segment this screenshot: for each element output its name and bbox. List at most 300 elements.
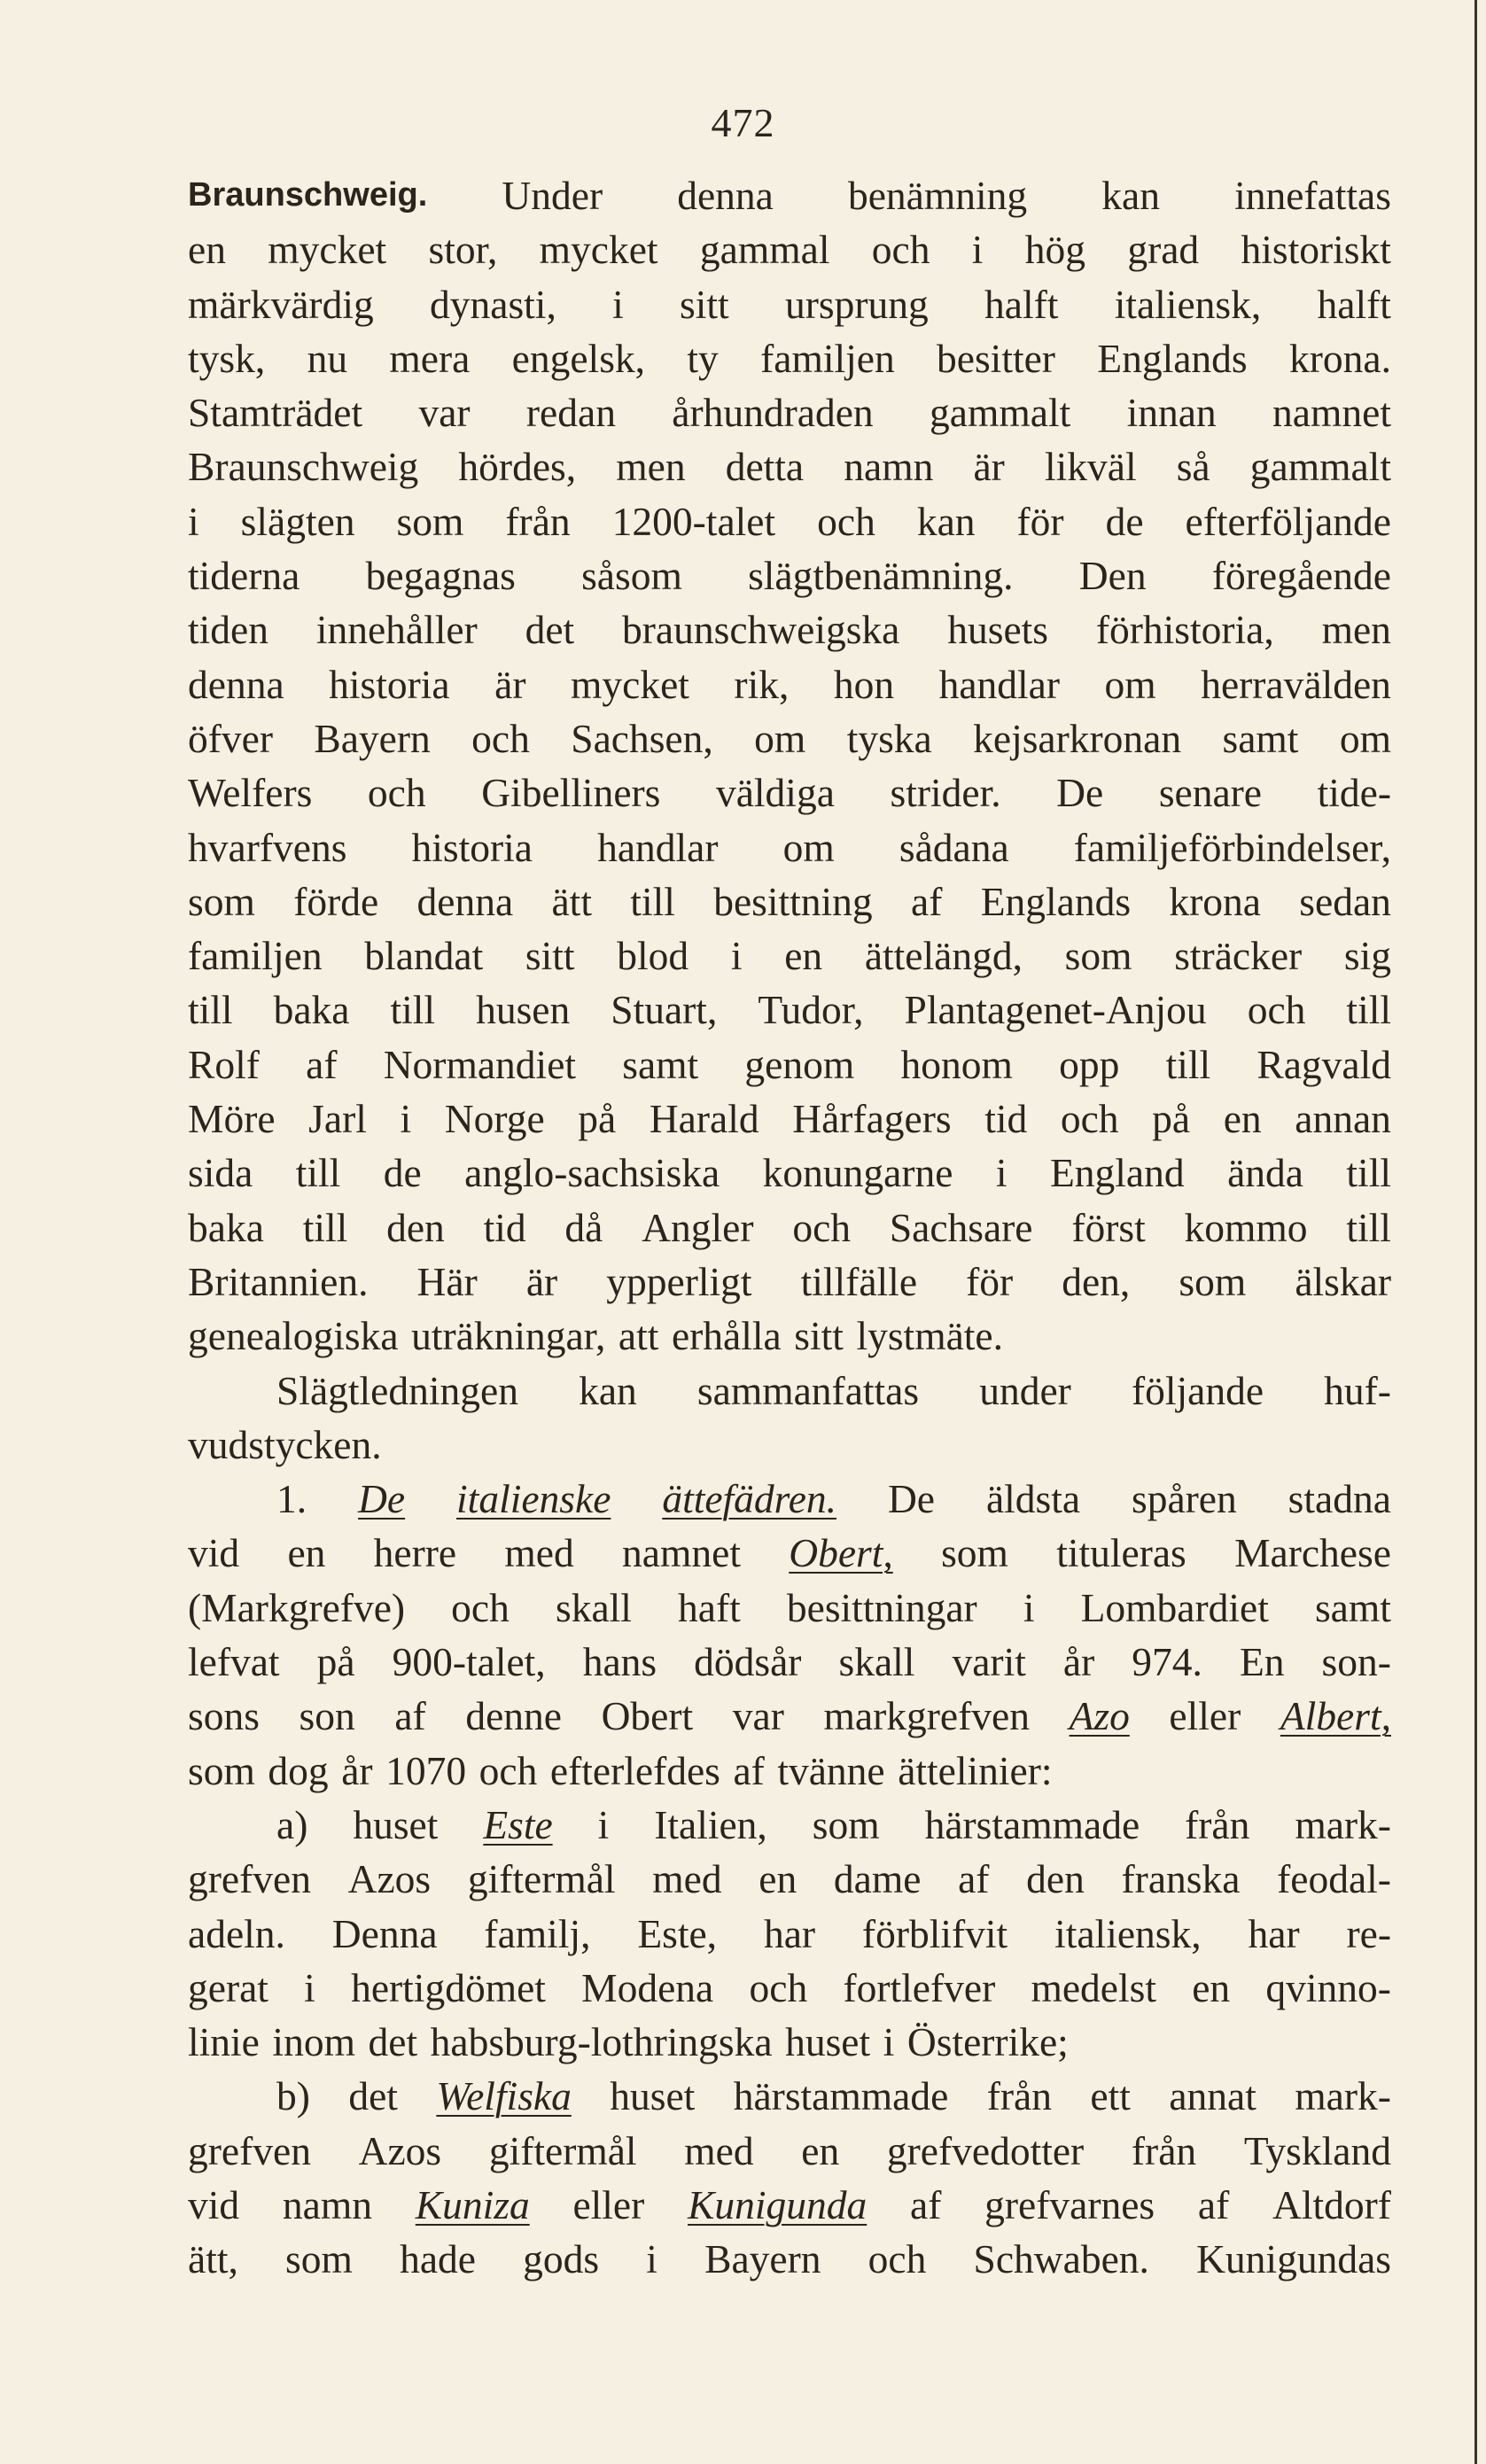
word: besittning [713,878,873,924]
word: Azos [358,2127,442,2173]
word: opp [1059,1041,1120,1087]
word: Harald [649,1096,759,1142]
word: på [578,1096,617,1142]
word: som [941,1530,1008,1576]
word: huf- [1324,1367,1391,1413]
word: af [1197,2181,1230,2227]
word: af [958,1856,990,1902]
word: men [616,444,686,490]
word: 1. [276,1476,307,1522]
word: krona. [1288,335,1391,381]
text-line [188,711,1391,766]
word: herravälden [1201,661,1391,707]
word: en [1192,1964,1231,2010]
text-line [188,168,1391,222]
word: i [188,498,199,544]
word: att [618,1313,659,1359]
word: sitt [525,933,575,979]
word: och [749,1964,808,2010]
word: lystmäte. [856,1313,1003,1359]
emphasized-word: ättefädren. [662,1476,837,1522]
word: familjeförbindelser, [1073,824,1391,870]
word: en [784,933,823,979]
word: en [1223,1096,1262,1142]
word: på [1152,1096,1191,1142]
word: i [730,933,743,979]
word: det [525,607,575,653]
word: baka [188,1204,264,1250]
word: som [1064,933,1132,979]
word: halft [1317,281,1391,327]
word: mycket [268,227,387,273]
word: i [646,2236,657,2282]
word: gammalt [1249,444,1391,490]
word: i [597,1801,610,1847]
word: kommo [1184,1204,1308,1250]
word: markgrefven [823,1693,1030,1739]
word: i [1023,1584,1035,1630]
word: skall [838,1639,915,1685]
word: är [494,661,526,707]
word: Möre [188,1096,276,1142]
emphasized-word: italienske [456,1476,611,1522]
word: Sachsen, [571,715,713,761]
word: Tyskland [1243,2127,1391,2173]
word: Sachsare [889,1204,1033,1250]
word: lefvat [188,1639,280,1685]
word: De [1056,770,1104,816]
word: Hårfagers [792,1096,952,1142]
text-line [188,1201,1391,1255]
word: Rolf [188,1041,260,1087]
word: 1070 [385,1747,467,1793]
word: mera [389,335,471,381]
word: anglo-sachsiska [464,1150,720,1196]
word: har [1248,1910,1300,1956]
word: blandat [364,933,484,979]
word: De [887,1476,936,1522]
text-line [188,602,1391,657]
word: från [986,2073,1052,2119]
text-line [188,1635,1391,1689]
word: dödsår [694,1639,802,1685]
word: hade [400,2236,476,2282]
word: genom [744,1041,855,1087]
word: Altdorf [1272,2181,1391,2227]
text-line [188,2069,1391,2123]
word: tid [483,1204,526,1250]
word: i [971,227,984,273]
word: gammal [699,227,830,273]
word: denne [465,1693,562,1739]
text-line [188,1418,1391,1472]
word: halft [984,281,1059,327]
text-line [188,1581,1391,1635]
word: Österrike; [906,2019,1069,2065]
word: vudstycken. [188,1421,382,1467]
word: braunschweigska [622,607,900,653]
page-number: 472 [711,100,775,145]
emphasized-word: Kunigunda [688,2181,867,2227]
word: historiskt [1241,227,1391,273]
word: Gibelliners [481,770,661,816]
word: Ragvald [1256,1041,1391,1087]
word: ty [687,335,719,381]
word: vid [188,2181,240,2227]
word: år [1062,1639,1095,1685]
word: grefvedotter [886,2127,1085,2173]
word: stadna [1288,1476,1391,1522]
word: till [302,1204,348,1250]
word: och [817,498,875,544]
text-line [188,1689,1391,1743]
word: eller [572,2181,645,2227]
word: historia [329,661,450,707]
word: Stamträdet [188,390,363,436]
word: till [1165,1041,1211,1087]
word: Britannien. [188,1258,369,1304]
word: hvarfvens [188,824,347,870]
text-line [188,2232,1391,2286]
word: samt [622,1041,699,1087]
word: son- [1321,1639,1391,1685]
word: varit [952,1639,1026,1685]
text-line [188,331,1391,385]
word: innefattas [1234,173,1391,218]
word: med [684,2127,754,2173]
word: men [1321,607,1391,653]
word: sträcker [1174,933,1303,979]
word: spåren [1132,1476,1237,1522]
word: tiden [188,607,268,653]
word: Normandiet [383,1041,577,1087]
word: af [910,2181,942,2227]
word: som [396,498,464,544]
text-line [188,1038,1391,1092]
body-text [188,168,1391,2287]
text-line [188,1744,1391,1798]
word: gods [523,2236,600,2282]
word: handlar [597,824,719,870]
word: sitt [680,281,729,327]
word: en [759,1856,797,1902]
word: om [782,824,835,870]
word: Schwaben. [973,2236,1149,2282]
word: gammalt [930,390,1071,436]
word: den, [1062,1258,1131,1304]
word: som [812,1801,880,1847]
word: tiderna [188,553,300,599]
word: qvinno- [1265,1964,1391,2010]
word: slägten [240,498,355,544]
word: strider. [890,770,1001,816]
text-line [188,1852,1391,1906]
word: haft [678,1584,741,1630]
word: till [1346,1150,1391,1196]
word: detta [725,444,805,490]
word: en [287,1530,326,1576]
word: linie [188,2019,260,2065]
word: tituleras [1056,1530,1186,1576]
word: som [285,2236,353,2282]
word: Englands [1097,335,1248,381]
text-line [188,385,1391,439]
word: Kunigundas [1196,2236,1391,2282]
word: förblifvit [861,1910,1008,1956]
word: ypperligt [606,1258,752,1304]
word: 900-talet, [392,1639,546,1685]
word: Bayern [704,2236,821,2282]
word: mark- [1295,1801,1391,1847]
word: Angler [642,1204,754,1250]
word: på [316,1639,355,1685]
text-line [188,1364,1391,1418]
word: franska [1121,1856,1241,1902]
text-line [188,277,1391,331]
word: efterlefdes [549,1747,720,1793]
word: familj, [484,1910,591,1956]
emphasized-word: Azo [1069,1693,1130,1739]
emphasized-word: Este [483,1801,553,1847]
word: Under [502,173,603,218]
word: feodal- [1277,1856,1391,1902]
word: giftermål [488,2127,637,2173]
page-edge-line [1474,0,1477,2464]
word: namnet [1272,390,1391,436]
word: namn [282,2181,372,2227]
word: mycket [539,227,658,273]
word: 974. [1132,1639,1202,1685]
word: krona [1169,878,1261,924]
word: år [341,1747,373,1793]
word: fortlefver [843,1964,996,2010]
text-line [188,1092,1391,1146]
word: ättelängd, [864,933,1023,979]
word: öfver [188,715,273,761]
word: En [1239,1639,1285,1685]
word: herre [373,1530,457,1576]
word: som [1179,1258,1247,1304]
word: handlar [938,661,1061,707]
word: följande [1131,1367,1264,1413]
word: vid [188,1530,240,1576]
word: med [652,1856,722,1902]
word: sedan [1299,878,1391,924]
word: samt [1222,715,1299,761]
word: samt [1314,1584,1391,1630]
text-line [188,548,1391,602]
word: Norge [444,1096,545,1142]
text-line [188,2124,1391,2178]
word: till [1346,1204,1391,1250]
word: habsburg-lothringska [430,2019,773,2065]
word: hans [582,1639,657,1685]
word: efterföljande [1185,498,1391,544]
word: uträkningar, [411,1313,606,1359]
word: ättelinier: [898,1747,1053,1793]
text-line [188,1798,1391,1852]
word: och [792,1204,852,1250]
word: tillfälle [800,1258,918,1304]
word: förde [293,878,379,924]
word: Lombardiet [1080,1584,1269,1630]
word: mark- [1295,2073,1391,2119]
emphasized-word: Kuniza [415,2181,530,2227]
word: Stuart, [611,987,718,1033]
word: den [386,1204,445,1250]
word: och [367,770,426,816]
word: det [368,2019,418,2065]
word: gerat [188,1964,268,2010]
word: som [188,878,255,924]
word: tysk, [188,335,266,381]
text-line [188,1255,1391,1309]
word: kejsarkronan [973,715,1182,761]
word: är [525,1258,558,1304]
word: i [883,2019,895,2065]
word: under [979,1367,1071,1413]
word: och [1247,987,1306,1033]
word: innan [1126,390,1217,436]
word: familjen [760,335,895,381]
word: Här [416,1258,478,1304]
text-line [188,1472,1391,1526]
word: till [188,987,233,1033]
word: i [304,1964,315,2010]
word: sammanfattas [696,1367,920,1413]
word: blod [617,933,689,979]
word: en [188,227,226,273]
word: medelst [1031,1964,1156,2010]
word: för [966,1258,1014,1304]
word: annat [1169,2073,1256,2119]
word: historia [411,824,533,870]
word: Welfers [188,770,313,816]
word: i [400,1096,412,1142]
word: denna [677,173,774,218]
word: Azos [347,1856,432,1902]
word: kan [1101,173,1160,218]
word: denna [188,661,284,707]
word: honom [900,1041,1013,1087]
word: af [733,1747,765,1793]
word: begagnas [365,553,516,599]
word: från [1185,1801,1250,1847]
word: och [471,715,530,761]
word: stor, [428,227,498,273]
word: Bayern [314,715,431,761]
word: baka [273,987,350,1033]
word: och [867,2236,927,2282]
word: som [188,1747,255,1793]
word: af [911,878,943,924]
word: älskar [1295,1258,1391,1304]
word: om [1104,661,1156,707]
word: denna [416,878,514,924]
word: till [295,1150,341,1196]
word: besitter [937,335,1055,381]
word: annan [1295,1096,1391,1142]
word: senare [1158,770,1263,816]
word: Plantagenet-Anjou [904,987,1207,1033]
word: äldsta [985,1476,1081,1522]
word: Denna [331,1910,438,1956]
word: en [801,2127,840,2173]
word: Braunschweig [188,444,419,490]
word: var [418,390,471,436]
text-line [188,1146,1391,1200]
word: ätt [551,878,592,924]
emphasized-word: Obert, [789,1530,893,1576]
word: sig [1343,933,1391,979]
word: det [348,2073,398,2119]
word: sitt [794,1313,844,1359]
word: sida [188,1150,253,1196]
word: väldiga [715,770,835,816]
word: ätt, [188,2236,238,2282]
word: genealogiska [188,1313,399,1359]
word: besittningar [786,1584,977,1630]
word: likväl [1044,444,1137,490]
word: familjen [188,933,323,979]
word: b) [276,2073,310,2119]
word: tide- [1317,770,1391,816]
word: den [1026,1856,1085,1902]
word: först [1071,1204,1146,1250]
word: italiensk, [1114,281,1262,327]
word: dame [833,1856,922,1902]
word: Jarl [308,1096,367,1142]
word: Obert [601,1693,694,1739]
text-line [188,1309,1391,1363]
text-line [188,983,1391,1037]
word: ursprung [784,281,929,327]
word: föregående [1211,553,1391,599]
word: till [630,878,675,924]
word: härstammade [733,2073,949,2119]
word: ett [1090,2073,1131,2119]
word: Tudor, [758,987,864,1033]
text-line [188,657,1391,711]
word: och [451,1584,510,1630]
word: eller [1169,1693,1241,1739]
text-line [188,929,1391,983]
emphasized-word: Albert, [1280,1693,1391,1739]
word: märkvärdig [188,281,374,327]
word: så [1176,444,1210,490]
text-line [188,1961,1391,2015]
word: slägtbenämning. [748,553,1014,599]
word: rik, [734,661,790,707]
word: om [754,715,806,761]
word: kan [579,1367,637,1413]
word: de [383,1150,422,1196]
word: husen [476,987,571,1033]
word: Marchese [1234,1530,1391,1576]
word: ända [1227,1150,1303,1196]
text-line [188,874,1391,929]
word: hon [833,661,895,707]
word: till [390,987,436,1033]
word: har [763,1910,816,1956]
word: England [1050,1150,1185,1196]
word: Slägtledningen [276,1367,518,1413]
word: mycket [570,661,689,707]
word: engelsk, [511,335,646,381]
word: sådana [899,824,1009,870]
word: inom [272,2019,355,2065]
word: kan [916,498,976,544]
